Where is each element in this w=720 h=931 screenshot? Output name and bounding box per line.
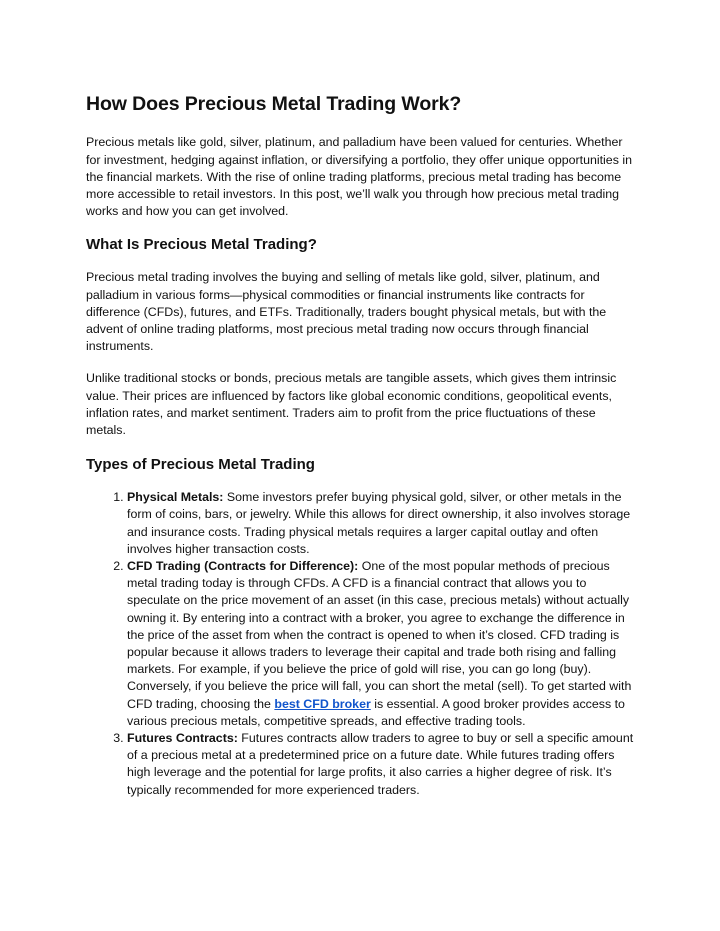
section-heading-what-is: What Is Precious Metal Trading?: [86, 236, 317, 254]
section-heading-types: Types of Precious Metal Trading: [86, 456, 315, 474]
list-item-text: Some investors prefer buying physical gold, silver, or other metals in the form of coins, bars, or jewelry. While this allows for direct ownership, it also involves storage and insurance costs. Trading physical metals requires a larger capital outlay and often involves higher transaction costs.: [127, 490, 631, 556]
section-paragraph: Precious metal trading involves the buying and selling of metals like gold, silver, platinum, and palladium in various forms—physical commodities or financial instruments like contracts for difference (CFDs), futures, and ETFs. Traditionally, traders bought physical metals, but with the advent of online trading platforms, most precious metal trading now occurs through financial instruments.: [86, 270, 607, 354]
page-title: How Does Precious Metal Trading Work?: [86, 93, 462, 115]
list-item: [127, 730, 634, 799]
section-paragraph: Unlike traditional stocks or bonds, precious metals are tangible assets, which gives them intrinsic value. Their prices are influenced by factors like global economic conditions, geopolitical events, inflation rates, and market sentiment. Traders aim to profit from the price fluctuations of these metals.: [86, 371, 617, 438]
list-item-text: Futures contracts allow traders to agree to buy or sell a specific amount of a precious metal at a predetermined price on a future date. While futures trading offers high leverage and the potential for large profits, it also carries a higher degree of risk. It’s typically recommended for more experienced traders.: [127, 731, 634, 797]
list-item-term: Physical Metals:: [127, 490, 224, 505]
list-item: [127, 489, 634, 558]
list-item-term: CFD Trading (Contracts for Difference):: [127, 559, 359, 574]
list-item: [127, 558, 634, 730]
best-cfd-broker-link[interactable]: best CFD broker: [274, 696, 371, 711]
list-item-text: One of the most popular methods of precious metal trading today is through CFDs. A CFD is a financial contract that allows you to speculate on the price movement of an asset (in this case, precious metals) without actually owning it. By entering into a contract with a broker, you agree to exchange the difference in the price of the asset from when the contract is opened to when it’s closed. CFD trading is popular because it allows traders to leverage their capital and trade both rising and falling markets. For example, if you believe the price of gold will rise, you can go long (buy). Conversely, if you believe the price will fall, you can short the metal (sell). To get started with CFD trading, choosing the: [127, 559, 632, 711]
intro-paragraph: Precious metals like gold, silver, platinum, and palladium have been valued for centuries. Whether for investment, hedging against inflation, or diversifying a portfolio, they offer unique opportunities in the financial markets. With the rise of online trading platforms, precious metal trading has become more accessible to retail investors. In this post, we’ll walk you through how precious metal trading works and how you can get involved.: [86, 135, 632, 219]
list-item-text: is essential. A good broker provides access to various precious metals, competitive spreads, and effective trading tools.: [127, 696, 625, 728]
list-item-term: Futures Contracts:: [127, 731, 238, 746]
types-list: [86, 489, 634, 799]
